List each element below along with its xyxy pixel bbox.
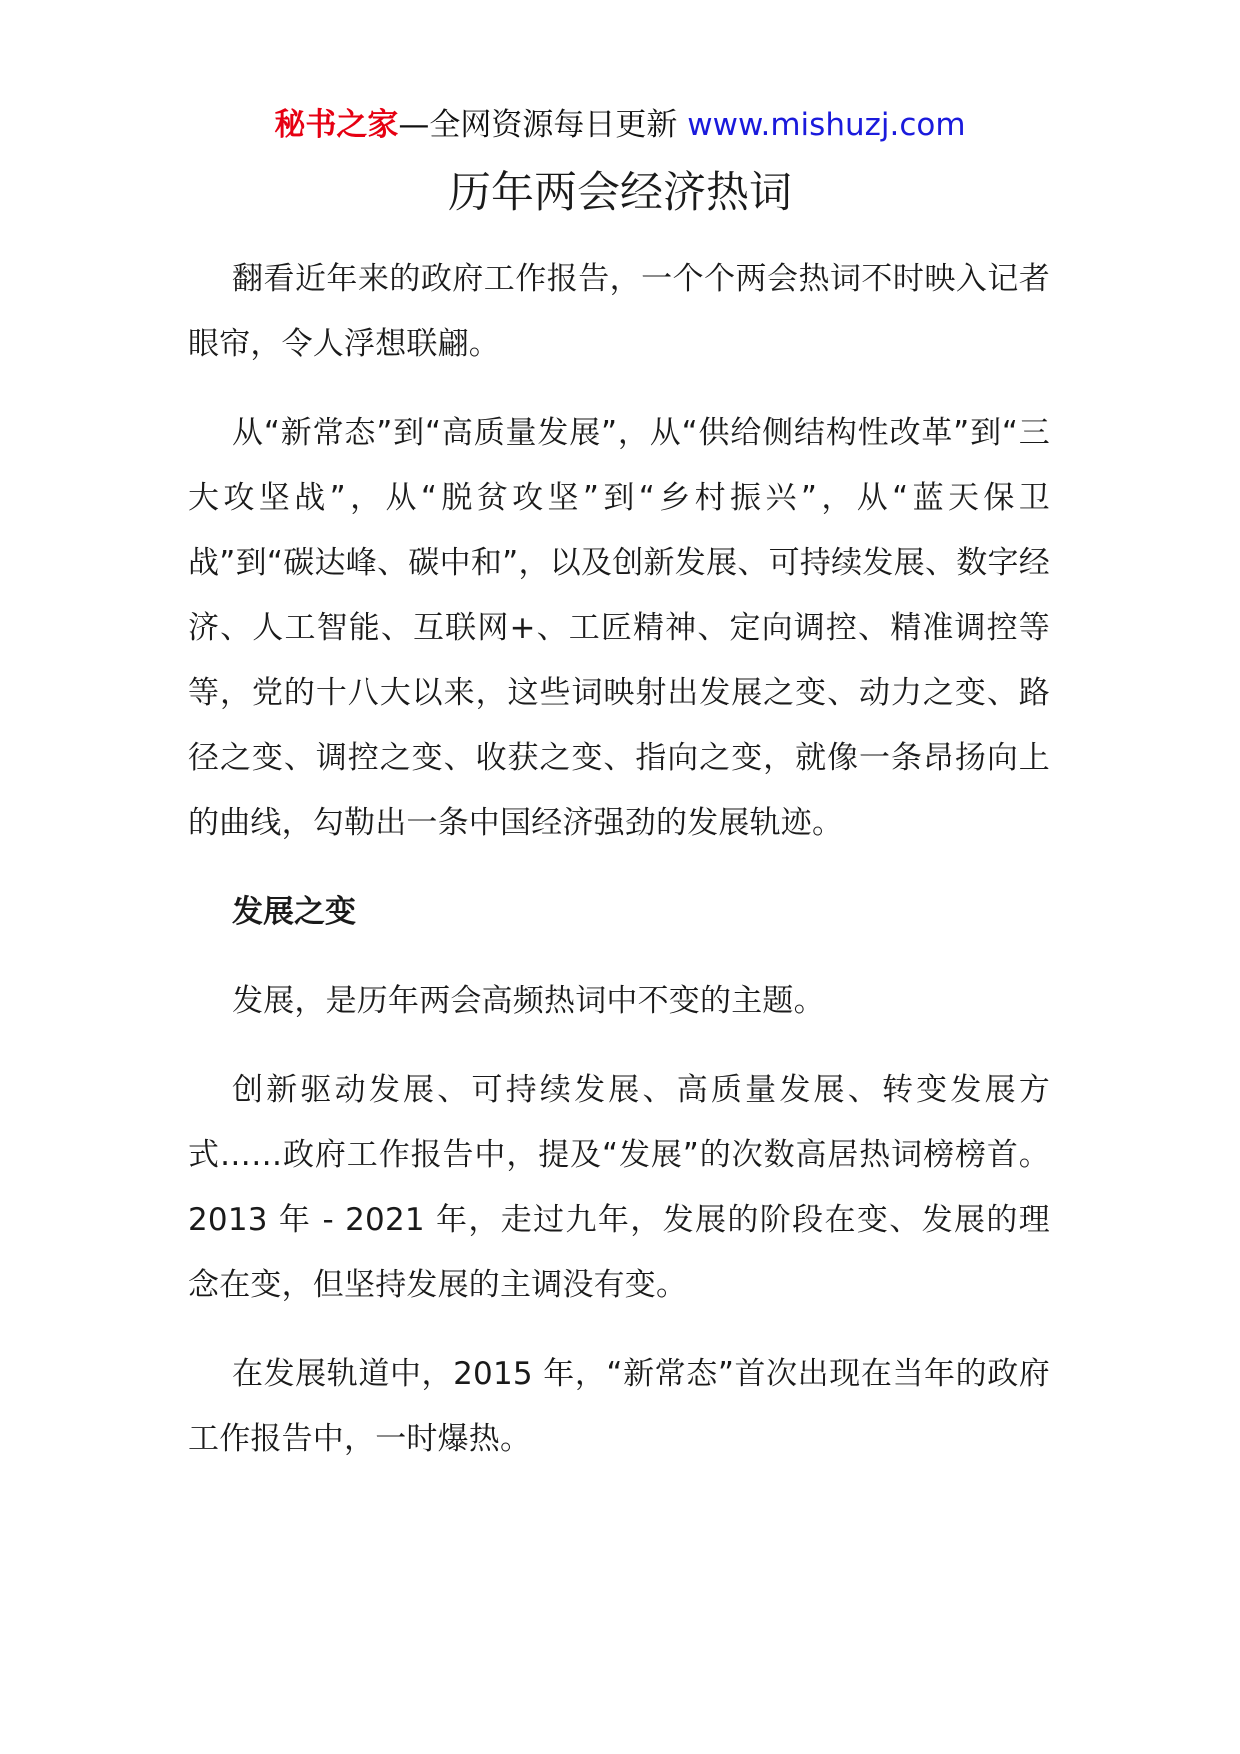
site-url-link[interactable]: www.mishuzj.com xyxy=(687,107,966,143)
paragraph-new-normal: 在发展轨道中，2015 年，“新常态”首次出现在当年的政府工作报告中，一时爆热。 xyxy=(188,1356,1050,1457)
paragraph-development-theme: 发展，是历年两会高频热词中不变的主题。 xyxy=(232,983,825,1019)
document-title: 历年两会经济热词 xyxy=(448,168,792,218)
site-header xyxy=(0,100,1240,150)
paragraph-keywords: 从“新常态”到“高质量发展”，从“供给侧结构性改革”到“三大攻坚战”，从“脱贫攻坚”到“乡村振兴”，从“蓝天保卫战”到“碳达峰、碳中和”，以及创新发展、可持续发展、数字经济、人工智能、互联网+、工匠精神、定向调控、精准调控等等，党的十八大以来，这些词映射出发展之变、动力之变、路径之变、调控之变、收获之变、指向之变，就像一条昂扬向上的曲线，勾勒出一条中国经济强劲的发展轨迹。 xyxy=(188,415,1050,841)
section-heading: 发展之变 xyxy=(232,894,356,930)
paragraph-intro: 翻看近年来的政府工作报告，一个个两会热词不时映入记者眼帘，令人浮想联翩。 xyxy=(188,261,1050,362)
paragraph-development-mentions: 创新驱动发展、可持续发展、高质量发展、转变发展方式……政府工作报告中，提及“发展”的次数高居热词榜榜首。2013 年 - 2021 年，走过九年，发展的阶段在变、发展的理念在变，但坚持发展的主调没有变。 xyxy=(188,1072,1050,1303)
document-body xyxy=(188,247,1050,1496)
brand-name: 秘书之家 xyxy=(274,107,399,143)
header-slogan: —全网资源每日更新 xyxy=(398,107,678,143)
